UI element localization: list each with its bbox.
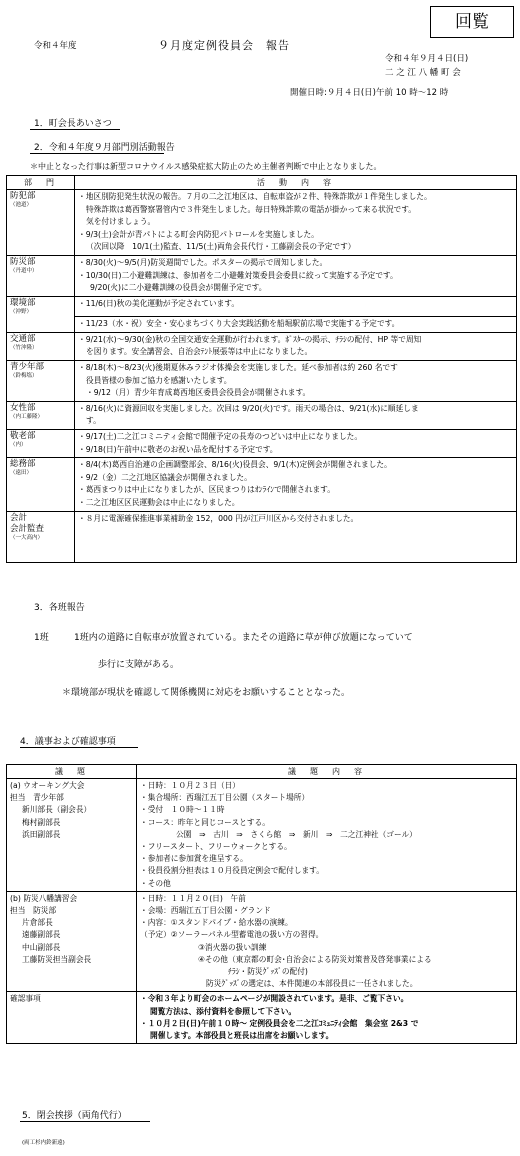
- topic-line: (b) 防災八幡講習会: [10, 893, 78, 903]
- agenda-line: （予定）②ソーラーパネル型蓄電池の扱い方の習得。: [140, 930, 324, 940]
- table-row: [7, 317, 517, 333]
- section4-underline: [20, 747, 138, 748]
- agenda-line: 開催します。本部役員と班長は出席をお願いします。: [150, 1031, 334, 1041]
- dept-sub: （内）: [10, 442, 27, 448]
- han-report-line1: 1班内の道路に自転車が放置されている。またその道路に草が伸び放題になっていて: [74, 633, 413, 643]
- cancellation-note: ＊中止となった行事は新型コロナウイルス感染症拡大防止のため主催者判断で中止となりました。: [30, 162, 382, 171]
- agenda-line: ③消火器の扱い訓練: [198, 942, 267, 952]
- table-row: [7, 779, 517, 892]
- activity-line: ・８月に電源確保推進事業補助金 152，000 円が江戸川区から交付されました。: [78, 513, 359, 523]
- agenda-line: ・日時：１１月２０(日) 午前: [140, 893, 246, 903]
- section2-underline: [30, 153, 164, 154]
- dept-sub: （内工藤隆）: [10, 413, 44, 420]
- activity-line: ・8/4(木)葛西自治連の企画調整部会、8/16(火)役員会、9/1(木)定例会が開催されました。: [78, 460, 392, 470]
- activity-line: 役員皆様の参加ご協力を感謝いたします。: [86, 375, 232, 385]
- dept-name: 防犯部: [10, 191, 36, 201]
- activity-line: 9/20(火)に二小避難訓練の役員会が開催予定です。: [90, 283, 267, 293]
- han-label: 1班: [34, 633, 49, 643]
- table-row: [7, 401, 517, 429]
- agenda-line: ④その他（東京都の町会･自治会による防災対策普及啓発事業による: [198, 954, 432, 964]
- activity-line: ・9/12（月）青少年育成葛西地区委員会役員会が開催されます。: [86, 388, 311, 398]
- activity-line: ・9/2（金）二之江地区協議会が開催されました。: [78, 472, 252, 482]
- dept-header: 部 門: [7, 176, 75, 190]
- agenda-line: ・令和３年より町会のホームページが開設されています。是非、ご覧下さい。: [140, 994, 409, 1004]
- agenda-line: ・会場：西瑞江五丁目公園・グランド: [140, 906, 271, 916]
- activity-line: す。: [86, 416, 101, 426]
- organization-name: 二 之 江 八 幡 町 会: [385, 68, 461, 78]
- section5-underline: [20, 1121, 150, 1122]
- dept-sub: （一大高内）: [10, 534, 44, 541]
- agenda-line: ・集合場所：西瑞江五丁目公園（スタート場所）: [140, 793, 310, 803]
- agenda-line: ﾁﾗｼ・防災ｸﾞｯｽﾞの配付): [228, 967, 308, 977]
- section2-title: 2．令和４年度９月部門別活動報告: [34, 143, 175, 153]
- activity-header: 活 動 内 容: [75, 176, 517, 190]
- dept-sub: （池道）: [10, 202, 33, 208]
- section5-title: 5．閉会挨拶（両角代行）: [22, 1111, 127, 1121]
- content-header: 議 題 内 容: [137, 765, 517, 779]
- activity-line: ・11/6(日)秋の美化運動が予定されています。: [78, 298, 240, 308]
- han-report-note: ＊環境部が現状を確認して関係機関に対応をお願いすることとなった。: [62, 688, 351, 698]
- activity-report-table: [6, 175, 517, 563]
- dept-name: 女性部: [10, 402, 36, 413]
- agenda-line: ・コース：昨年と同じコースとする。: [140, 817, 270, 827]
- topic-line: 確認事項: [10, 994, 41, 1004]
- dept-name: 総務部: [10, 459, 36, 470]
- activity-line: ・二之江地区区民運動会は中止になりました。: [78, 497, 240, 507]
- dept-name: 青少年部: [10, 362, 45, 373]
- dept-name: 会計 会計監査: [10, 512, 45, 534]
- document-title: ９月度定例役員会 報告: [158, 39, 290, 52]
- agenda-line: ・参加者に参加賞を進呈する。: [140, 854, 248, 864]
- activity-line: ・11/23（水・祝）安全・安心まちづくり大会実践活動を船堀駅前広場で実施する予定です。: [78, 319, 400, 329]
- table-row: [7, 190, 517, 256]
- topic-line: 中山副部長: [22, 942, 61, 952]
- table-row: [7, 296, 517, 317]
- section4-title: 4．議事および確認事項: [20, 737, 116, 747]
- dept-sub: （沖野）: [10, 308, 33, 315]
- topic-line: 梅村副部長: [22, 817, 61, 827]
- topic-line: 担当 防災部: [10, 906, 57, 916]
- topic-line: 担当 青少年部: [10, 793, 64, 803]
- dept-sub: （丹道中）: [10, 267, 38, 274]
- activity-line: 特殊詐欺は葛西警察署管内で３件発生しました。毎日特殊詐欺の電話が掛かって来る状況です。: [86, 204, 416, 214]
- section3-title: 3．各班報告: [34, 603, 85, 613]
- activity-line: ・9/3(土)会計が青パトによる町会内防犯パトロールを実施しました。: [78, 229, 319, 239]
- agenda-line: ・フリースタート、フリーウォークとする。: [140, 842, 292, 852]
- agenda-line: ・内容：①スタンドパイプ・給水器の演練。: [140, 918, 293, 928]
- dept-sub: （竹沖隆）: [10, 344, 38, 351]
- activity-line: を図ります。安全講習会、自治会ﾃﾝﾄ展張等は中止になりました。: [86, 347, 313, 357]
- table-row: [7, 255, 517, 296]
- dept-sub: （遠田）: [10, 470, 33, 477]
- section1-underline: [30, 129, 120, 130]
- dept-name: 防災部: [10, 256, 36, 267]
- activity-line: ・9/21(水)〜9/30(金)秋の全国交通安全運動が行われます。ﾎﾟｽﾀｰの掲示、ﾁﾗｼの配付、HP 等で周知: [78, 334, 422, 344]
- agenda-line: ・１０月２日(日)午前１０時〜 定例役員会を二之江ｺﾐｭﾆﾃｨ会館 集会室 2&3 で: [140, 1018, 419, 1028]
- activity-line: ・葛西まつりは中止になりましたが、区民まつりはｵﾝﾗｲﾝで開催されます。: [78, 485, 335, 495]
- activity-line: 気を付けましょう。: [86, 217, 156, 227]
- table-row: [7, 332, 517, 360]
- topic-line: 工藤防災担当副会長: [22, 954, 92, 964]
- activity-line: （次回以降 10/1(土)監査、11/5(土)両角会長代行・工藤副会長の予定です）: [86, 242, 356, 252]
- section1-title: 1．町会長あいさつ: [34, 119, 112, 129]
- meeting-time: 開催日時:９月４日(日)午前 10 時〜12 時: [290, 88, 449, 98]
- table-row: [7, 511, 517, 562]
- agenda-table: [6, 764, 517, 1044]
- footer-note: (両工杉内鈴新遠): [22, 1140, 65, 1146]
- topic-line: 浜田副部長: [22, 829, 61, 839]
- han-report-line2: 歩行に支障がある。: [98, 660, 180, 670]
- dept-name: 交通部: [10, 333, 36, 344]
- table-row: [7, 992, 517, 1044]
- table-row: [7, 891, 517, 992]
- table-row: [7, 430, 517, 458]
- agenda-line: ・その他: [140, 878, 171, 888]
- activity-line: ・9/17(土)二之江コミニティ会館で開催予定の長寿のつどいは中止になりました。: [78, 432, 363, 441]
- activity-line: ・9/18(日)午前中に敬老のお祝い品を配付する予定です。: [78, 444, 278, 454]
- agenda-line: ・役員役割分担表は１０月役員定例会で配付します。: [140, 866, 324, 876]
- dept-name: 敬老部: [10, 431, 36, 441]
- topic-line: 新川部長（副会長）: [22, 805, 92, 815]
- agenda-line: 公園 ⇒ 古川 ⇒ さくら館 ⇒ 新川 ⇒ 二之江神社（ゴール）: [176, 829, 417, 839]
- agenda-line: 防災ｸﾞｯｽﾞの選定は、本件関連の本部役員に一任されました。: [206, 979, 418, 989]
- agenda-line: ・日時：１０月２３日（日）: [140, 781, 240, 790]
- agenda-line: ・受付 １０時〜１１時: [140, 805, 225, 815]
- dept-name: 環境部: [10, 297, 36, 308]
- topic-header: 議 題: [7, 765, 137, 779]
- circulation-stamp: 回覧: [430, 6, 514, 38]
- table-row: [7, 361, 517, 402]
- activity-line: ・地区別防犯発生状況の報告。７月の二之江地区は、自転車盗が２件、特殊詐欺が１件発生しました。: [78, 192, 432, 201]
- report-date: 令和４年９月４日(日): [385, 54, 469, 64]
- activity-line: ・10/30(日)二小避難訓練は、参加者を二小避難対策委員会委員に絞って実施する予定です。: [78, 270, 398, 280]
- topic-line: 片倉部長: [22, 918, 53, 928]
- era-year: 令和４年度: [34, 41, 77, 51]
- agenda-line: 閲覧方法は、添付資料を参照して下さい。: [150, 1006, 297, 1016]
- activity-line: ・8/16(火)に資源回収を実施しました。次回は 9/20(火)です。雨天の場合は、9/21(水)に順延しま: [78, 403, 419, 413]
- topic-line: (a) ウオーキング大会: [10, 781, 85, 790]
- dept-sub: （鈴梅塩）: [10, 373, 38, 380]
- activity-line: ・8/18(木)〜8/23(火)後期夏休みラジオ体操会を実施しました。延べ参加者は約 260 名です: [78, 363, 398, 373]
- table-row: [7, 458, 517, 511]
- activity-line: ・8/30(火)〜9/5(月)防災週間でした。ポスターの掲示で周知しました。: [78, 257, 328, 267]
- topic-line: 遠藤副部長: [22, 930, 61, 940]
